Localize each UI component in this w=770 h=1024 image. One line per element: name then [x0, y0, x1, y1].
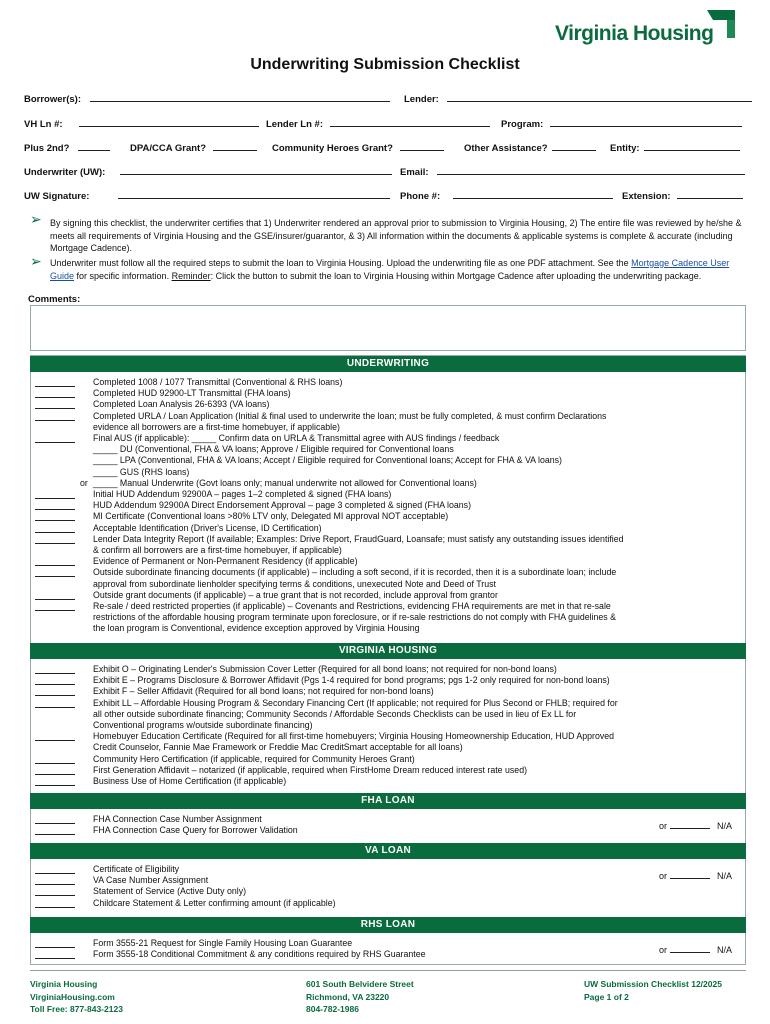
certification-note: By signing this checklist, the underwriter certifies that 1) Underwriter rendered an approval prior to submission to Virginia Housing, 2) The entire file was reviewed by he/she & meets all requirements of Virginia Housing and the GSE/insurer/guarantor, & 3) All information within the documents & applicable systems is complete & accurate (including Mortgage Cadence).: [50, 218, 742, 253]
checklist-item: & confirm all borrowers are a first-time homebuyer, if applicable): [93, 545, 342, 555]
uw-signature-line: [118, 189, 390, 199]
checklist-item: Completed HUD 92900-LT Transmittal (FHA loans): [93, 388, 291, 399]
rhs-or-na[interactable]: [659, 943, 732, 955]
checkbox-line[interactable]: [35, 511, 75, 521]
or-label: or: [659, 945, 668, 955]
checklist-item: Homebuyer Education Certificate (Required for all first-time homebuyers; Virginia Housing Homeownership Education, HUD Approved: [93, 731, 615, 742]
checkbox-line[interactable]: [35, 814, 75, 824]
checklist-item: Lender Data Integrity Report (If available; Examples: Drive Report, FraudGuard, Loansafe; must satisfy any outstanding issues identified: [93, 533, 624, 544]
footer-address: [306, 978, 414, 1016]
lender-label: Lender:: [404, 94, 439, 105]
checkbox-line[interactable]: [35, 731, 75, 741]
checklist-item: Exhibit LL – Affordable Housing Program & Secondary Financing Cert (If applicable; not required for Plus Second or FHLB; required for: [93, 697, 618, 708]
va-or-na[interactable]: [659, 869, 732, 881]
vh-ln-line: [79, 117, 259, 127]
community-heroes-label: Community Heroes Grant?: [272, 143, 393, 154]
checklist-item: First Generation Affidavit – notarized (if applicable, required when FirstHome Dream reduced interest rate used): [93, 764, 528, 775]
comments-box[interactable]: [30, 305, 746, 351]
footer-contact: [30, 978, 123, 1016]
entity-field[interactable]: [610, 141, 740, 154]
checklist-item: all other outside subordinate financing; Community Seconds / Affordable Seconds Checklists can be used in lieu of Ex LL for: [93, 708, 577, 719]
borrowers-field[interactable]: [24, 92, 390, 105]
plus-2nd-field[interactable]: [24, 141, 110, 154]
checkbox-line[interactable]: [35, 698, 75, 708]
checkbox-line[interactable]: [35, 825, 75, 835]
checklist-item: HUD Addendum 92900A Direct Endorsement Approval – page 3 completed & signed (FHA loans): [93, 500, 471, 511]
checklist-item: Conventional programs w/outside subordinate financing): [93, 720, 313, 730]
footer-doc-version: UW Submission Checklist 12/2025: [584, 979, 722, 989]
checkbox-line[interactable]: [35, 601, 75, 611]
checklist-item: Exhibit E – Programs Disclosure & Borrower Affidavit (Pgs 1-4 required for bond programs; pgs 1-2 only required for non-bond loans): [93, 675, 610, 686]
checklist-item: Business Use of Home Certification (if applicable): [93, 776, 287, 786]
na-label: N/A: [717, 945, 733, 955]
checkbox-line[interactable]: [35, 399, 75, 409]
checklist-item: FHA Connection Case Query for Borrower Validation: [93, 825, 298, 836]
checkbox-line[interactable]: [35, 765, 75, 775]
dpa-cca-line: [213, 141, 257, 151]
email-field[interactable]: [400, 165, 745, 178]
or-label: or: [659, 871, 668, 881]
section-header-underwriting: UNDERWRITING: [30, 356, 746, 372]
lender-line: [447, 92, 752, 102]
na-label: N/A: [717, 821, 733, 831]
vh-ln-field[interactable]: [24, 117, 259, 130]
section-header-virginia-housing: VIRGINIA HOUSING: [30, 643, 746, 659]
checklist-item: _____ GUS (RHS loans): [93, 466, 190, 477]
checkbox-line[interactable]: [35, 590, 75, 600]
comments-label: Comments:: [28, 294, 81, 305]
checkbox-line[interactable]: [35, 556, 75, 566]
checklist-item: Acceptable Identification (Driver's License, ID Certification): [93, 522, 322, 533]
dpa-cca-label: DPA/CCA Grant?: [130, 143, 206, 154]
checkbox-line[interactable]: [35, 754, 75, 764]
fha-or-na[interactable]: [659, 819, 732, 831]
borrowers-line: [90, 92, 390, 102]
uw-signature-label: UW Signature:: [24, 191, 90, 202]
borrowers-label: Borrower(s):: [24, 94, 82, 105]
footer-website[interactable]: VirginiaHousing.com: [30, 991, 115, 1002]
checklist-item: VA Case Number Assignment: [93, 875, 209, 886]
checkbox-line[interactable]: [35, 864, 75, 874]
checkbox-line[interactable]: [35, 675, 75, 685]
submission-note: [50, 257, 745, 282]
checkbox-line[interactable]: [35, 875, 75, 885]
underwriter-line: [120, 165, 392, 175]
checklist-item: Completed URLA / Loan Application (Initial & final used to underwrite the loan; must be fully completed, & must confirm Declarations: [93, 410, 607, 421]
checkbox-line[interactable]: [35, 534, 75, 544]
virginia-housing-logo: [555, 10, 735, 50]
checkbox-line[interactable]: [35, 686, 75, 696]
checkbox-line[interactable]: [35, 776, 75, 786]
checkbox-line[interactable]: [35, 949, 75, 959]
other-assistance-field[interactable]: [464, 141, 596, 154]
extension-label: Extension:: [622, 191, 671, 202]
or-label: or: [80, 477, 88, 488]
checklist-item: Completed Loan Analysis 26-6393 (VA loans): [93, 399, 270, 410]
or-label: or: [659, 821, 668, 831]
logo-mark-icon: [701, 10, 735, 44]
submission-note-text: Underwriter must follow all the required steps to submit the loan to Virginia Housing. Upload the underwriting file as one PDF attachment. See the: [50, 258, 629, 268]
email-label: Email:: [400, 167, 429, 178]
community-heroes-line: [400, 141, 444, 151]
arrow-right-icon: ➢: [30, 253, 42, 269]
checklist-item: evidence all borrowers are a first-time homebuyer, if applicable): [93, 421, 340, 432]
program-line: [550, 117, 742, 127]
submission-note-text-3: : Click the button to submit the loan to Virginia Housing within Mortgage Cadence after uploading the underwriting package.: [210, 270, 702, 281]
entity-label: Entity:: [610, 143, 640, 154]
checklist-item: Credit Counselor, Fannie Mae Framework or Freddie Mac CreditSmart acceptable for all loans): [93, 742, 463, 753]
footer-street: 601 South Belvidere Street: [306, 979, 414, 989]
footer-toll-free: Toll Free: 877-843-2123: [30, 1004, 123, 1014]
checkbox-line[interactable]: [35, 898, 75, 908]
checkbox-line[interactable]: [35, 664, 75, 674]
or-line: [670, 943, 710, 953]
footer-phone: 804-782-1986: [306, 1004, 359, 1014]
other-assistance-line: [552, 141, 596, 151]
checklist-item: Statement of Service (Active Duty only): [93, 886, 247, 897]
phone-field[interactable]: [400, 189, 613, 202]
vh-ln-label: VH Ln #:: [24, 119, 63, 130]
email-line: [437, 165, 745, 175]
checklist-item: Evidence of Permanent or Non-Permanent Residency (if applicable): [93, 556, 358, 567]
section-header-fha-loan: FHA LOAN: [30, 793, 746, 809]
underwriter-field[interactable]: [24, 165, 392, 178]
lender-ln-line: [330, 117, 490, 127]
footer-page-number: Page 1 of 2: [584, 991, 629, 1002]
lender-ln-field[interactable]: [266, 117, 490, 130]
checklist-item: Initial HUD Addendum 92900A – pages 1–2 completed & signed (FHA loans): [93, 489, 392, 499]
checklist-item: _____ LPA (Conventional, FHA & VA loans; Accept / Eligible required for Conventional loans; Accept for FHA & VA loans): [93, 455, 562, 466]
uw-signature-field[interactable]: [24, 189, 390, 202]
checklist-item: approval from subordinate lienholder specifying terms & conditions, unexecuted Note and Deed of Trust: [93, 578, 496, 589]
checkbox-line[interactable]: [35, 433, 75, 443]
checklist-item: Childcare Statement & Letter confirming amount (if applicable): [93, 897, 336, 908]
checkbox-line[interactable]: [35, 388, 75, 398]
page-title: Underwriting Submission Checklist: [250, 56, 520, 73]
underwriter-label: Underwriter (UW):: [24, 167, 106, 178]
checkbox-line[interactable]: [35, 886, 75, 896]
section-header-rhs-loan: RHS LOAN: [30, 917, 746, 933]
footer-divider: [30, 970, 746, 971]
checklist-item: _____ Manual Underwrite (Govt loans only; manual underwrite not allowed for Conventional loans): [93, 477, 477, 488]
footer-doc-info: [584, 978, 722, 1003]
section-header-va-loan: VA LOAN: [30, 843, 746, 859]
checkbox-line[interactable]: [35, 411, 75, 421]
extension-field[interactable]: [622, 189, 743, 202]
other-assistance-label: Other Assistance?: [464, 143, 548, 154]
footer-city: Richmond, VA 23220: [306, 991, 390, 1002]
plus-2nd-line: [78, 141, 110, 151]
arrow-right-icon: ➢: [30, 211, 42, 227]
logo-wordmark: Virginia Housing: [555, 22, 714, 45]
lender-field[interactable]: [404, 92, 752, 105]
checklist-item: Final AUS (if applicable): _____ Confirm data on URLA & Transmittal agree with AUS findings / feedback: [93, 433, 500, 443]
checklist-item: MI Certificate (Conventional loans >80% LTV only, Delegated MI approval NOT acceptable): [93, 511, 449, 522]
entity-line: [644, 141, 740, 151]
checklist-item: Outside grant documents (if applicable) – a true grant that is not recorded, include approval from grantor: [93, 589, 498, 600]
dpa-cca-field[interactable]: [130, 141, 257, 154]
checklist-item: FHA Connection Case Number Assignment: [93, 814, 262, 824]
checklist-item: Exhibit O – Originating Lender's Submission Cover Letter (Required for all bond loans; not required for non-bond loans): [93, 664, 557, 674]
extension-line: [677, 189, 743, 199]
program-field[interactable]: [501, 117, 742, 130]
phone-label: Phone #:: [400, 191, 441, 202]
na-label: N/A: [717, 871, 733, 881]
lender-ln-label: Lender Ln #:: [266, 119, 324, 130]
mortgage-cadence-guide-link[interactable]: Mortgage Cadence User Guide: [50, 258, 730, 281]
checklist-item: Form 3555-21 Request for Single Family Housing Loan Guarantee: [93, 938, 353, 948]
checklist-item: Outside subordinate financing documents (if applicable) – including a soft second, if it is recorded, then it is a subordinate loan; include: [93, 567, 617, 578]
checklist-item: Community Hero Certification (if applicable, required for Community Heroes Grant): [93, 753, 415, 764]
checklist-item: Exhibit F – Seller Affidavit (Required for all bond loans; not required for non-bond loans): [93, 686, 434, 697]
checklist-item: _____ DU (Conventional, FHA & VA loans; Approve / Eligible required for Conventional loans: [93, 444, 454, 455]
plus-2nd-label: Plus 2nd?: [24, 143, 70, 154]
checkbox-line[interactable]: [35, 489, 75, 499]
checklist-item: Form 3555-18 Conditional Commitment & any conditions required by RHS Guarantee: [93, 949, 426, 960]
checklist-item: Completed 1008 / 1077 Transmittal (Conventional & RHS loans): [93, 377, 343, 387]
or-line: [670, 819, 710, 829]
community-heroes-field[interactable]: [272, 141, 444, 154]
checkbox-line[interactable]: [35, 567, 75, 577]
or-line: [670, 869, 710, 879]
footer-org-name: Virginia Housing: [30, 979, 98, 989]
checkbox-line[interactable]: [35, 938, 75, 948]
checklist-item: Re-sale / deed restricted properties (if applicable) – Covenants and Restrictions, evidencing FHA requirements are met in that re-sale: [93, 601, 611, 611]
checkbox-line[interactable]: [35, 500, 75, 510]
phone-line: [453, 189, 613, 199]
reminder-label: Reminder: [171, 270, 211, 281]
checkbox-line[interactable]: [35, 523, 75, 533]
checkbox-line[interactable]: [35, 377, 75, 387]
checklist-item: restrictions of the affordable housing program terminate upon foreclosure, or if re-sale restrictions do not comply with FHA guidelines &: [93, 612, 617, 623]
checklist-item: the loan program is Conventional, evidence exception approved by Virginia Housing: [93, 623, 420, 634]
program-label: Program:: [501, 119, 544, 130]
submission-note-text-2: for specific information.: [74, 270, 172, 281]
checklist-item: Certificate of Eligibility: [93, 864, 180, 874]
